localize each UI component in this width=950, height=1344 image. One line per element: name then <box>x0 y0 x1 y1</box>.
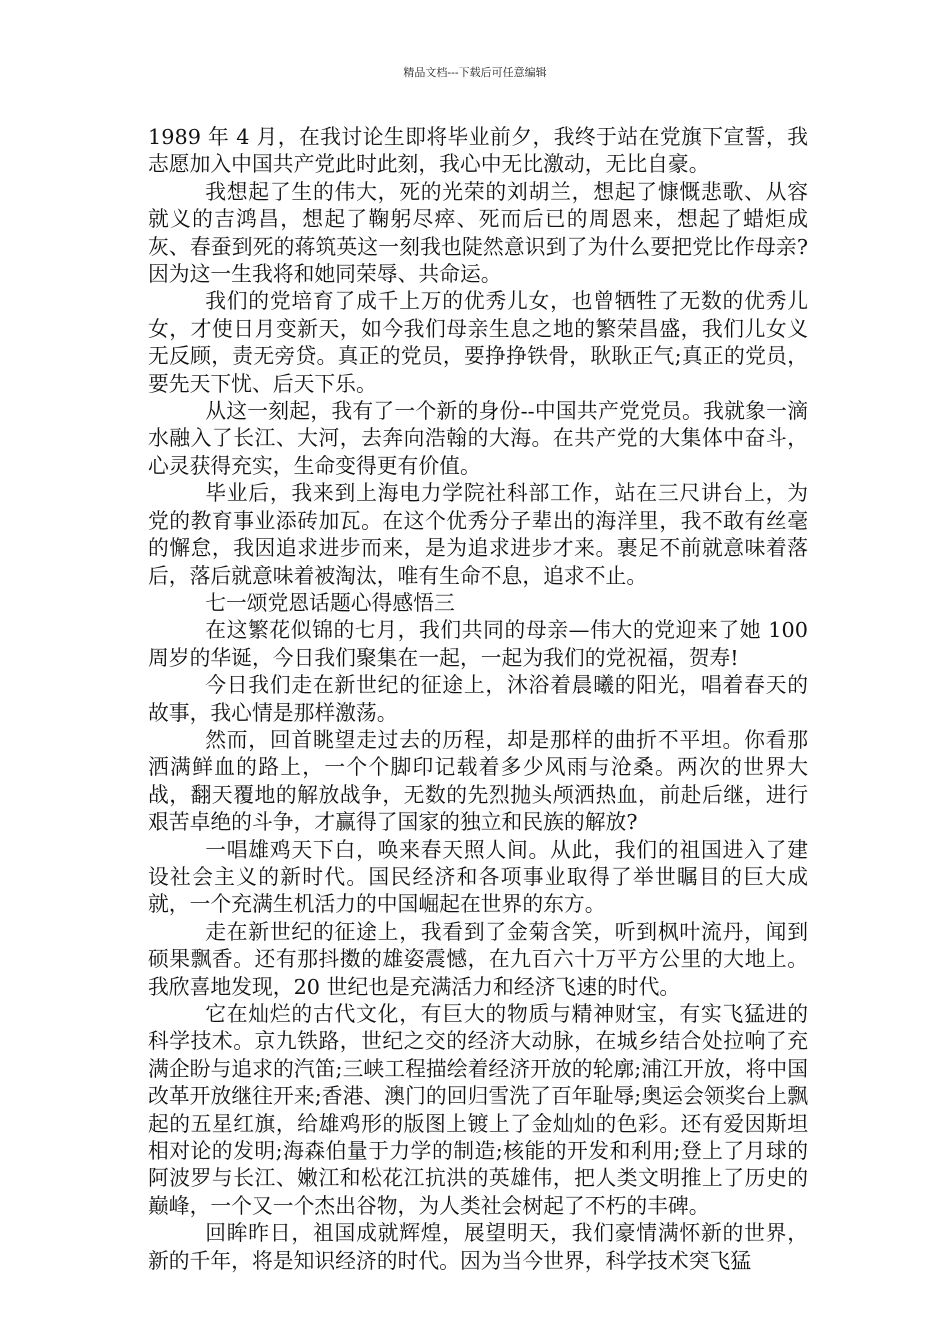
section-heading: 七一颂党恩话题心得感悟三 <box>205 590 455 615</box>
paragraph: 从这一刻起，我有了一个新的身份--中国共产党党员。我就象一滴水融入了长江、大河，去奔向浩翰的大海。在共产党的大集体中奋斗，心灵获得充实，生命变得更有价值。 <box>148 399 808 478</box>
paragraph: 回眸昨日，祖国成就辉煌，展望明天，我们豪情满怀新的世界，新的千年，将是知识经济的时代。因为当今世界，科学技术突飞猛 <box>148 1221 808 1273</box>
paragraph: 毕业后，我来到上海电力学院社科部工作，站在三尺讲台上，为党的教育事业添砖加瓦。在这个优秀分子辈出的海洋里，我不敢有丝毫的懈怠，我因追求进步而来，是为追求进步才来。裹足不前就意味着落后，落后就意味着被淘汰，唯有生命不息，追求不止。 <box>148 481 808 588</box>
paragraph: 走在新世纪的征途上，我看到了金菊含笑，听到枫叶流丹，闻到硕果飘香。还有那抖擞的雄姿震憾，在九百六十万平方公里的大地上。我欣喜地发现，20 世纪也是充满活力和经济飞速的时代。 <box>148 919 808 999</box>
document-body <box>148 124 808 1275</box>
paragraph: 今日我们走在新世纪的征途上，沐浴着晨曦的阳光，唱着春天的故事，我心情是那样激荡。 <box>148 673 808 725</box>
paragraph: 1989 年 4 月，在我讨论生即将毕业前夕，我终于站在党旗下宣誓，我志愿加入中国共产党此时此刻，我心中无比激动，无比自豪。 <box>148 125 808 177</box>
paragraph: 我想起了生的伟大，死的光荣的刘胡兰，想起了慷慨悲歌、从容就义的吉鸿昌，想起了鞠躬尽瘁、死而后已的周恩来，想起了蜡炬成灰、春蚕到死的蒋筑英这一刻我也陡然意识到了为什么要把党比作母亲?因为这一生我将和她同荣辱、共命运。 <box>148 179 808 287</box>
page-header: 精品文档---下载后可任意编辑 <box>403 66 547 79</box>
paragraph: 我们的党培育了成千上万的优秀儿女，也曾牺牲了无数的优秀儿女，才使日月变新天，如今我们母亲生息之地的繁荣昌盛，我们儿女义无反顾，责无旁贷。真正的党员，要挣挣铁骨，耿耿正气;真正的党员，要先天下忧、后天下乐。 <box>148 289 808 396</box>
paragraph: 一唱雄鸡天下白，唤来春天照人间。从此，我们的祖国进入了建设社会主义的新时代。国民经济和各项事业取得了举世瞩目的巨大成就，一个充满生机活力的中国崛起在世界的东方。 <box>148 837 808 917</box>
paragraph: 在这繁花似锦的七月，我们共同的母亲—伟大的党迎来了她 100 周岁的华诞，今日我们聚集在一起，一起为我们的党祝福，贺寿! <box>148 618 808 670</box>
paragraph: 然而，回首眺望走过去的历程，却是那样的曲折不平坦。你看那洒满鲜血的路上，一个个脚印记载着多少风雨与沧桑。两次的世界大战，翻天覆地的解放战争，无数的先烈抛头颅洒热血，前赴后继，进行艰苦卓绝的斗争，才赢得了国家的独立和民族的解放? <box>148 727 808 835</box>
paragraph: 它在灿烂的古代文化，有巨大的物质与精神财宝，有实飞猛进的科学技术。京九铁路，世纪之交的经济大动脉，在城乡结合处拉响了充满企盼与追求的汽笛;三峡工程描绘着经济开放的轮廓;浦江开放，将中国改革开放继往开来;香港、澳门的回归雪洗了百年耻辱;奥运会领奖台上飘起的五星红旗，给雄鸡形的版图上镀上了金灿灿的色彩。还有爱因斯坦相对论的发明;海森伯量于力学的制造;核能的开发和利用;登上了月球的阿波罗与长江、嫩江和松花江抗洪的英雄伟，把人类文明推上了历史的巅峰，一个又一个杰出谷物，为人类社会树起了不朽的丰碑。 <box>148 1002 808 1218</box>
